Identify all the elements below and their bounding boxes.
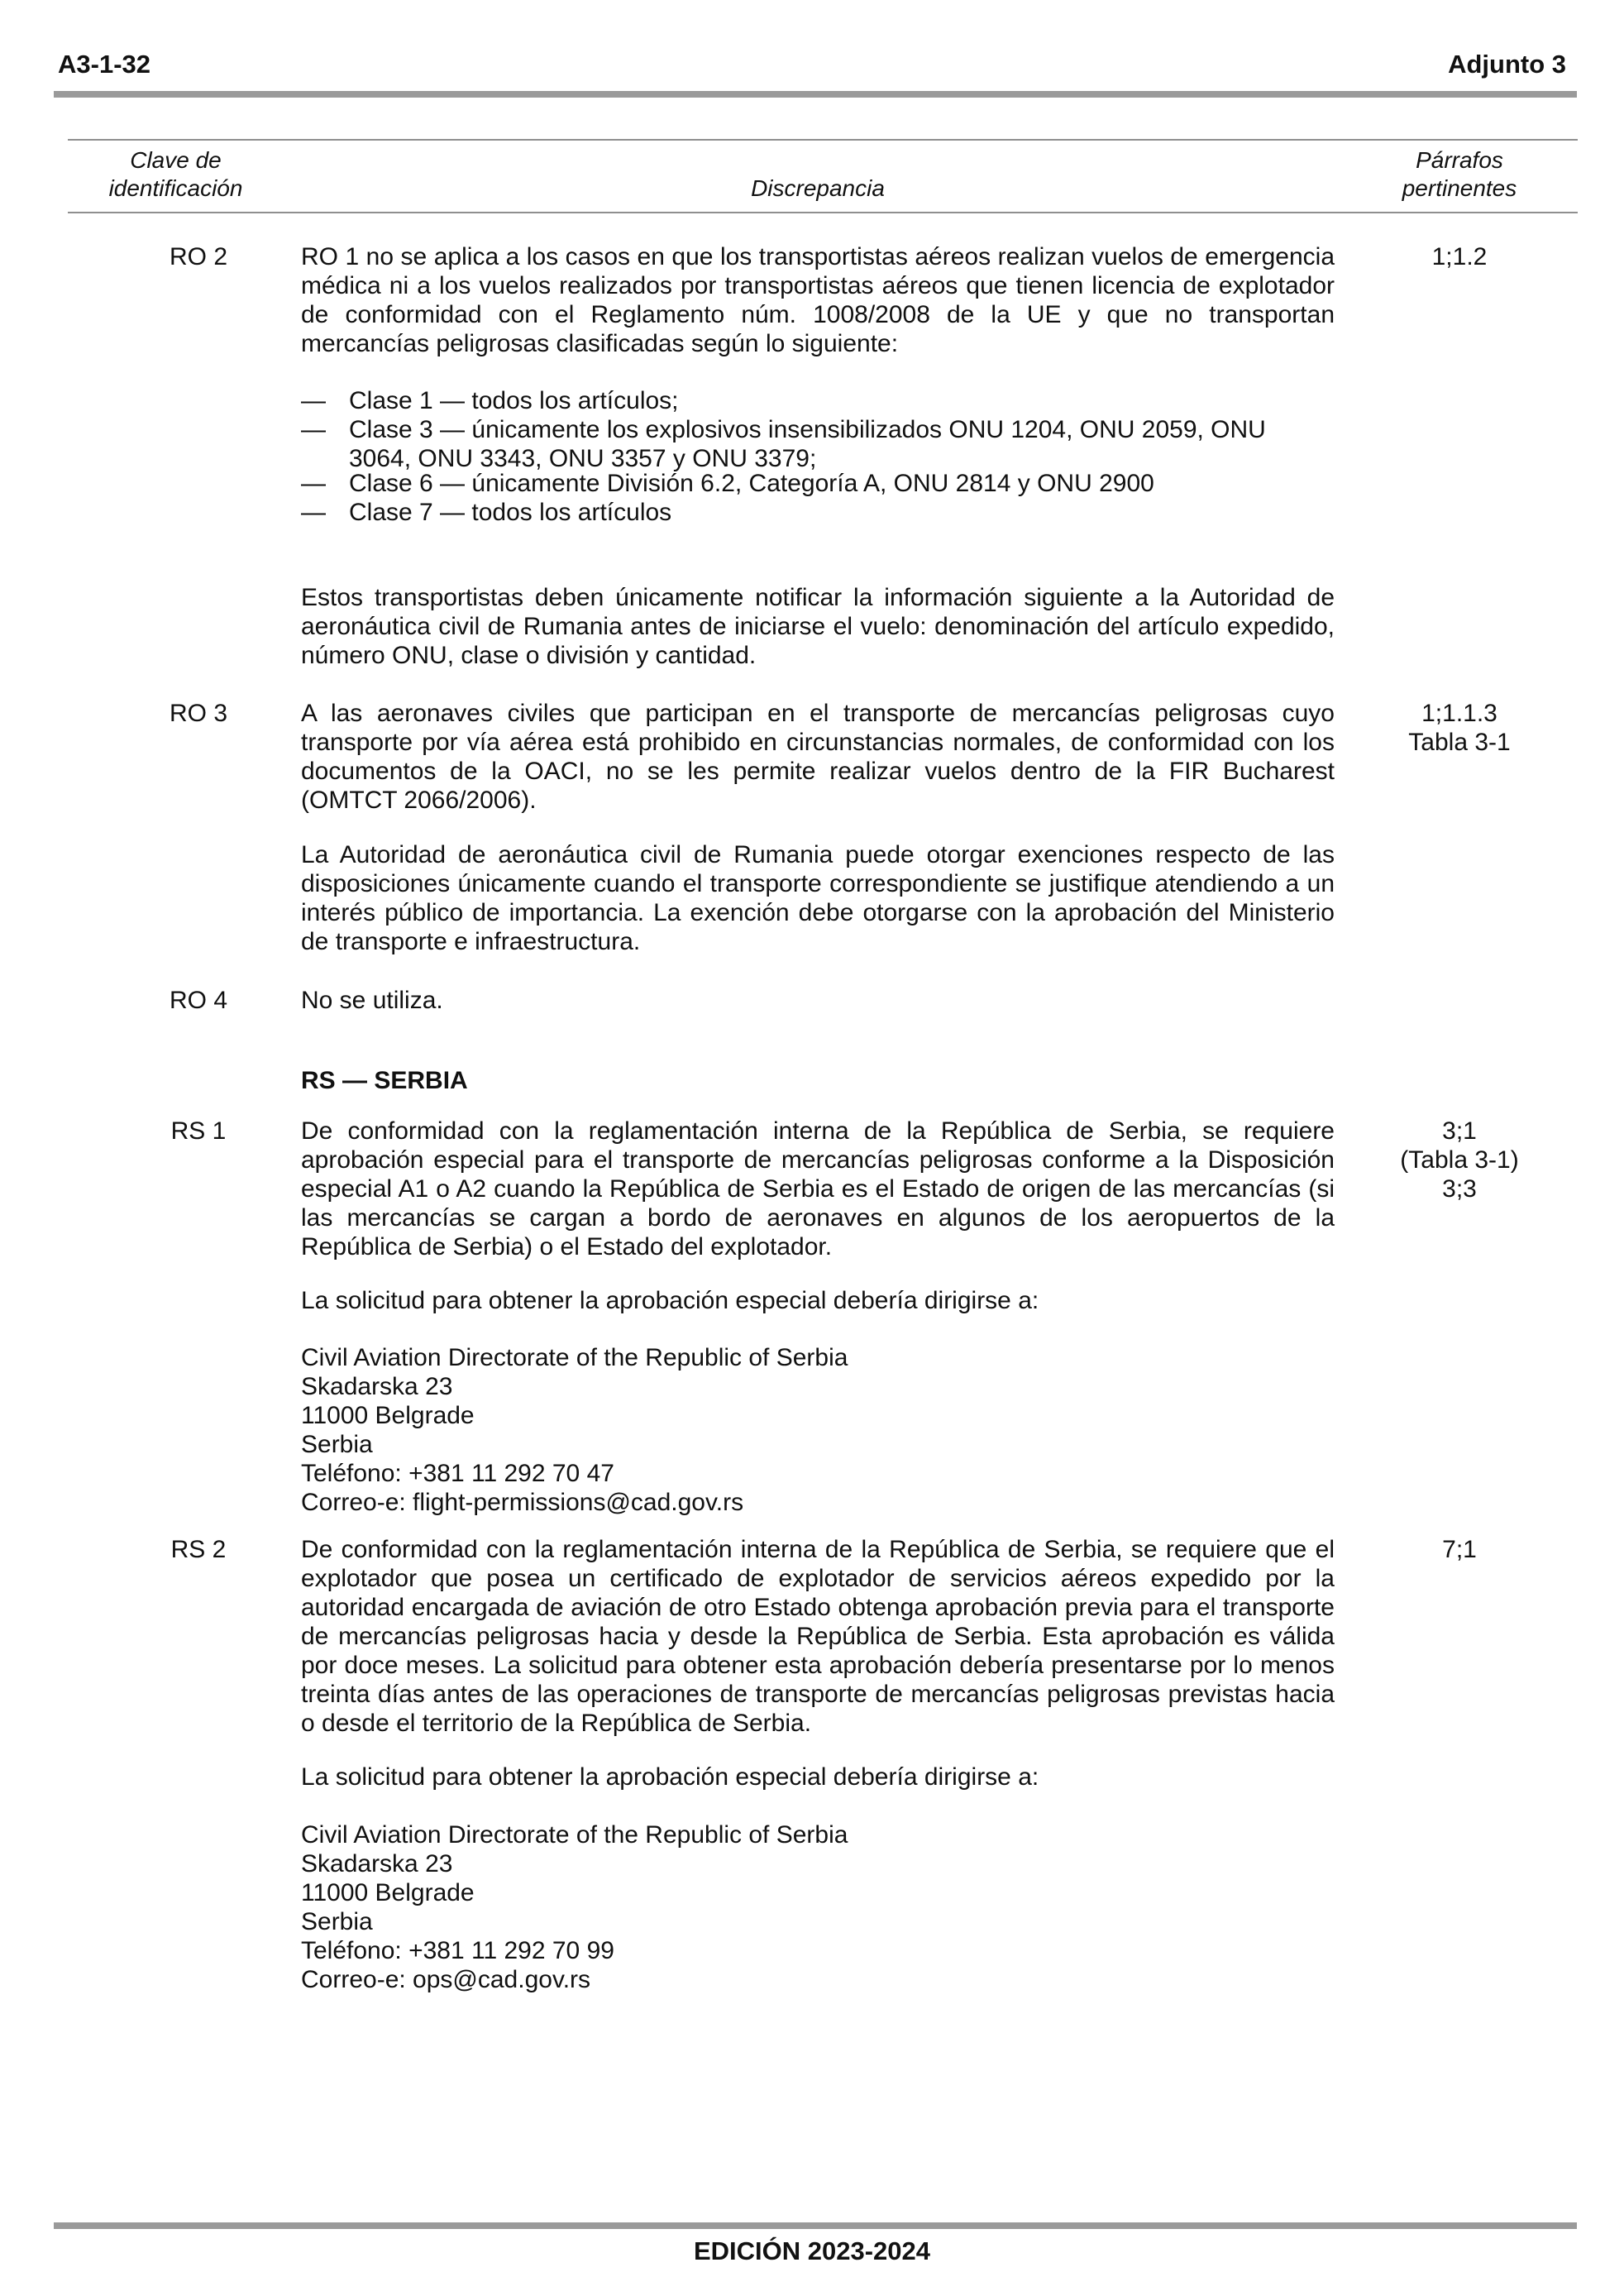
column-heading-discrepancy: Discrepancia bbox=[751, 175, 885, 201]
rs2-paragraph-1: De conformidad con la reglamentación interna de la República de Serbia, se requiere que el explotador que posea un certificado de explotador de servicios aéreos expedido por la autoridad encargada de aviación de otro Estado obtenga aprobación previa para el transporte de mercancías peligrosas hacia y desde la República de Serbia. Esta aprobación es válida por doce meses. La solicitud para obtener esta aprobación debería presentarse por lo menos treinta días antes de las operaciones de transporte de mercancías peligrosas previstas hacia o desde el territorio de la República de Serbia. bbox=[301, 1536, 1335, 1737]
rs1-address: Civil Aviation Directorate of the Republic of Serbia Skadarska 23 11000 Belgrade Serbia Teléfono: +381 11 292 70 47 Correo-e: flight-permissions@cad.gov.rs bbox=[301, 1344, 848, 1516]
table-header-rule bbox=[68, 212, 1578, 213]
ro3-paragraph-1: A las aeronaves civiles que participan en el transporte de mercancías peligrosas cuyo transporte por vía aérea está prohibido en circunstancias normales, de conformidad con los documentos de la OACI, no se les permite realizar vuelos dentro de la FIR Bucharest (OMTCT 2066/2006). bbox=[301, 700, 1335, 814]
section-heading-serbia: RS — SERBIA bbox=[301, 1067, 468, 1094]
key-ro3: RO 3 bbox=[169, 700, 228, 727]
footer-rule bbox=[54, 2222, 1577, 2229]
ro3-reference: 1;1.1.3 Tabla 3-1 bbox=[1408, 700, 1511, 756]
header-rule bbox=[54, 91, 1577, 98]
column-heading-key: Clave de identificación bbox=[108, 147, 243, 201]
key-rs2: RS 2 bbox=[170, 1536, 227, 1563]
ro2-reference: 1;1.2 bbox=[1431, 243, 1488, 270]
ro2-intro: RO 1 no se aplica a los casos en que los transportistas aéreos realizan vuelos de emergencia médica ni a los vuelos realizados por transportistas aéreos que tienen licencia de explotador de conformidad con el Reglamento núm. 1008/2008 de la UE y que no transportan mercancías peligrosas clasificadas según lo siguiente: bbox=[301, 243, 1335, 357]
ro2-bullet: — Clase 1 — todos los artículos; bbox=[301, 387, 679, 414]
key-ro2: RO 2 bbox=[169, 243, 228, 270]
rs1-paragraph-2: La solicitud para obtener la aprobación especial debería dirigirse a: bbox=[301, 1287, 1039, 1314]
rs1-paragraph-1: De conformidad con la reglamentación interna de la República de Serbia, se requiere aprobación especial para el transporte de mercancías peligrosas conforme a la Disposición especial A1 o A2 cuando la República de Serbia es el Estado de origen de las mercancías (si las mercancías se cargan a bordo de aeronaves en algunos de los aeropuertos de la República de Serbia) o el Estado del explotador. bbox=[301, 1117, 1335, 1260]
ro2-bullet: — Clase 7 — todos los artículos bbox=[301, 499, 672, 526]
ro4-text: No se utiliza. bbox=[301, 987, 443, 1014]
edition-footer: EDICIÓN 2023-2024 bbox=[693, 2236, 931, 2265]
ro2-bullet: — Clase 3 — únicamente los explosivos insensibilizados ONU 1204, ONU 2059, ONU 3064, ONU 3343, ONU 3357 y ONU 3379; bbox=[301, 416, 1266, 472]
key-rs1: RS 1 bbox=[170, 1117, 227, 1145]
rs2-reference: 7;1 bbox=[1442, 1536, 1477, 1563]
page-number: A3-1-32 bbox=[58, 50, 150, 79]
ro2-note: Estos transportistas deben únicamente notificar la información siguiente a la Autoridad de aeronáutica civil de Rumania antes de iniciarse el vuelo: denominación del artículo expedido, número ONU, clase o división y cantidad. bbox=[301, 584, 1335, 669]
key-ro4: RO 4 bbox=[169, 987, 228, 1014]
rs1-reference: 3;1 (Tabla 3-1) 3;3 bbox=[1400, 1117, 1519, 1203]
ro3-paragraph-2: La Autoridad de aeronáutica civil de Rumania puede otorgar exenciones respecto de las disposiciones únicamente cuando el transporte correspondiente se justifique atendiendo a un interés público de importancia. La exención debe otorgarse con la aprobación del Ministerio de transporte e infraestructura. bbox=[301, 841, 1335, 955]
ro2-bullet: — Clase 6 — únicamente División 6.2, Categoría A, ONU 2814 y ONU 2900 bbox=[301, 470, 1154, 497]
column-heading-references: Párrafos pertinentes bbox=[1402, 147, 1517, 201]
rs2-address: Civil Aviation Directorate of the Republic of Serbia Skadarska 23 11000 Belgrade Serbia Teléfono: +381 11 292 70 99 Correo-e: ops@cad.gov.rs bbox=[301, 1821, 848, 1993]
rs2-paragraph-2: La solicitud para obtener la aprobación especial debería dirigirse a: bbox=[301, 1763, 1039, 1791]
table-top-rule bbox=[68, 139, 1578, 141]
attachment-title: Adjunto 3 bbox=[1448, 50, 1566, 79]
